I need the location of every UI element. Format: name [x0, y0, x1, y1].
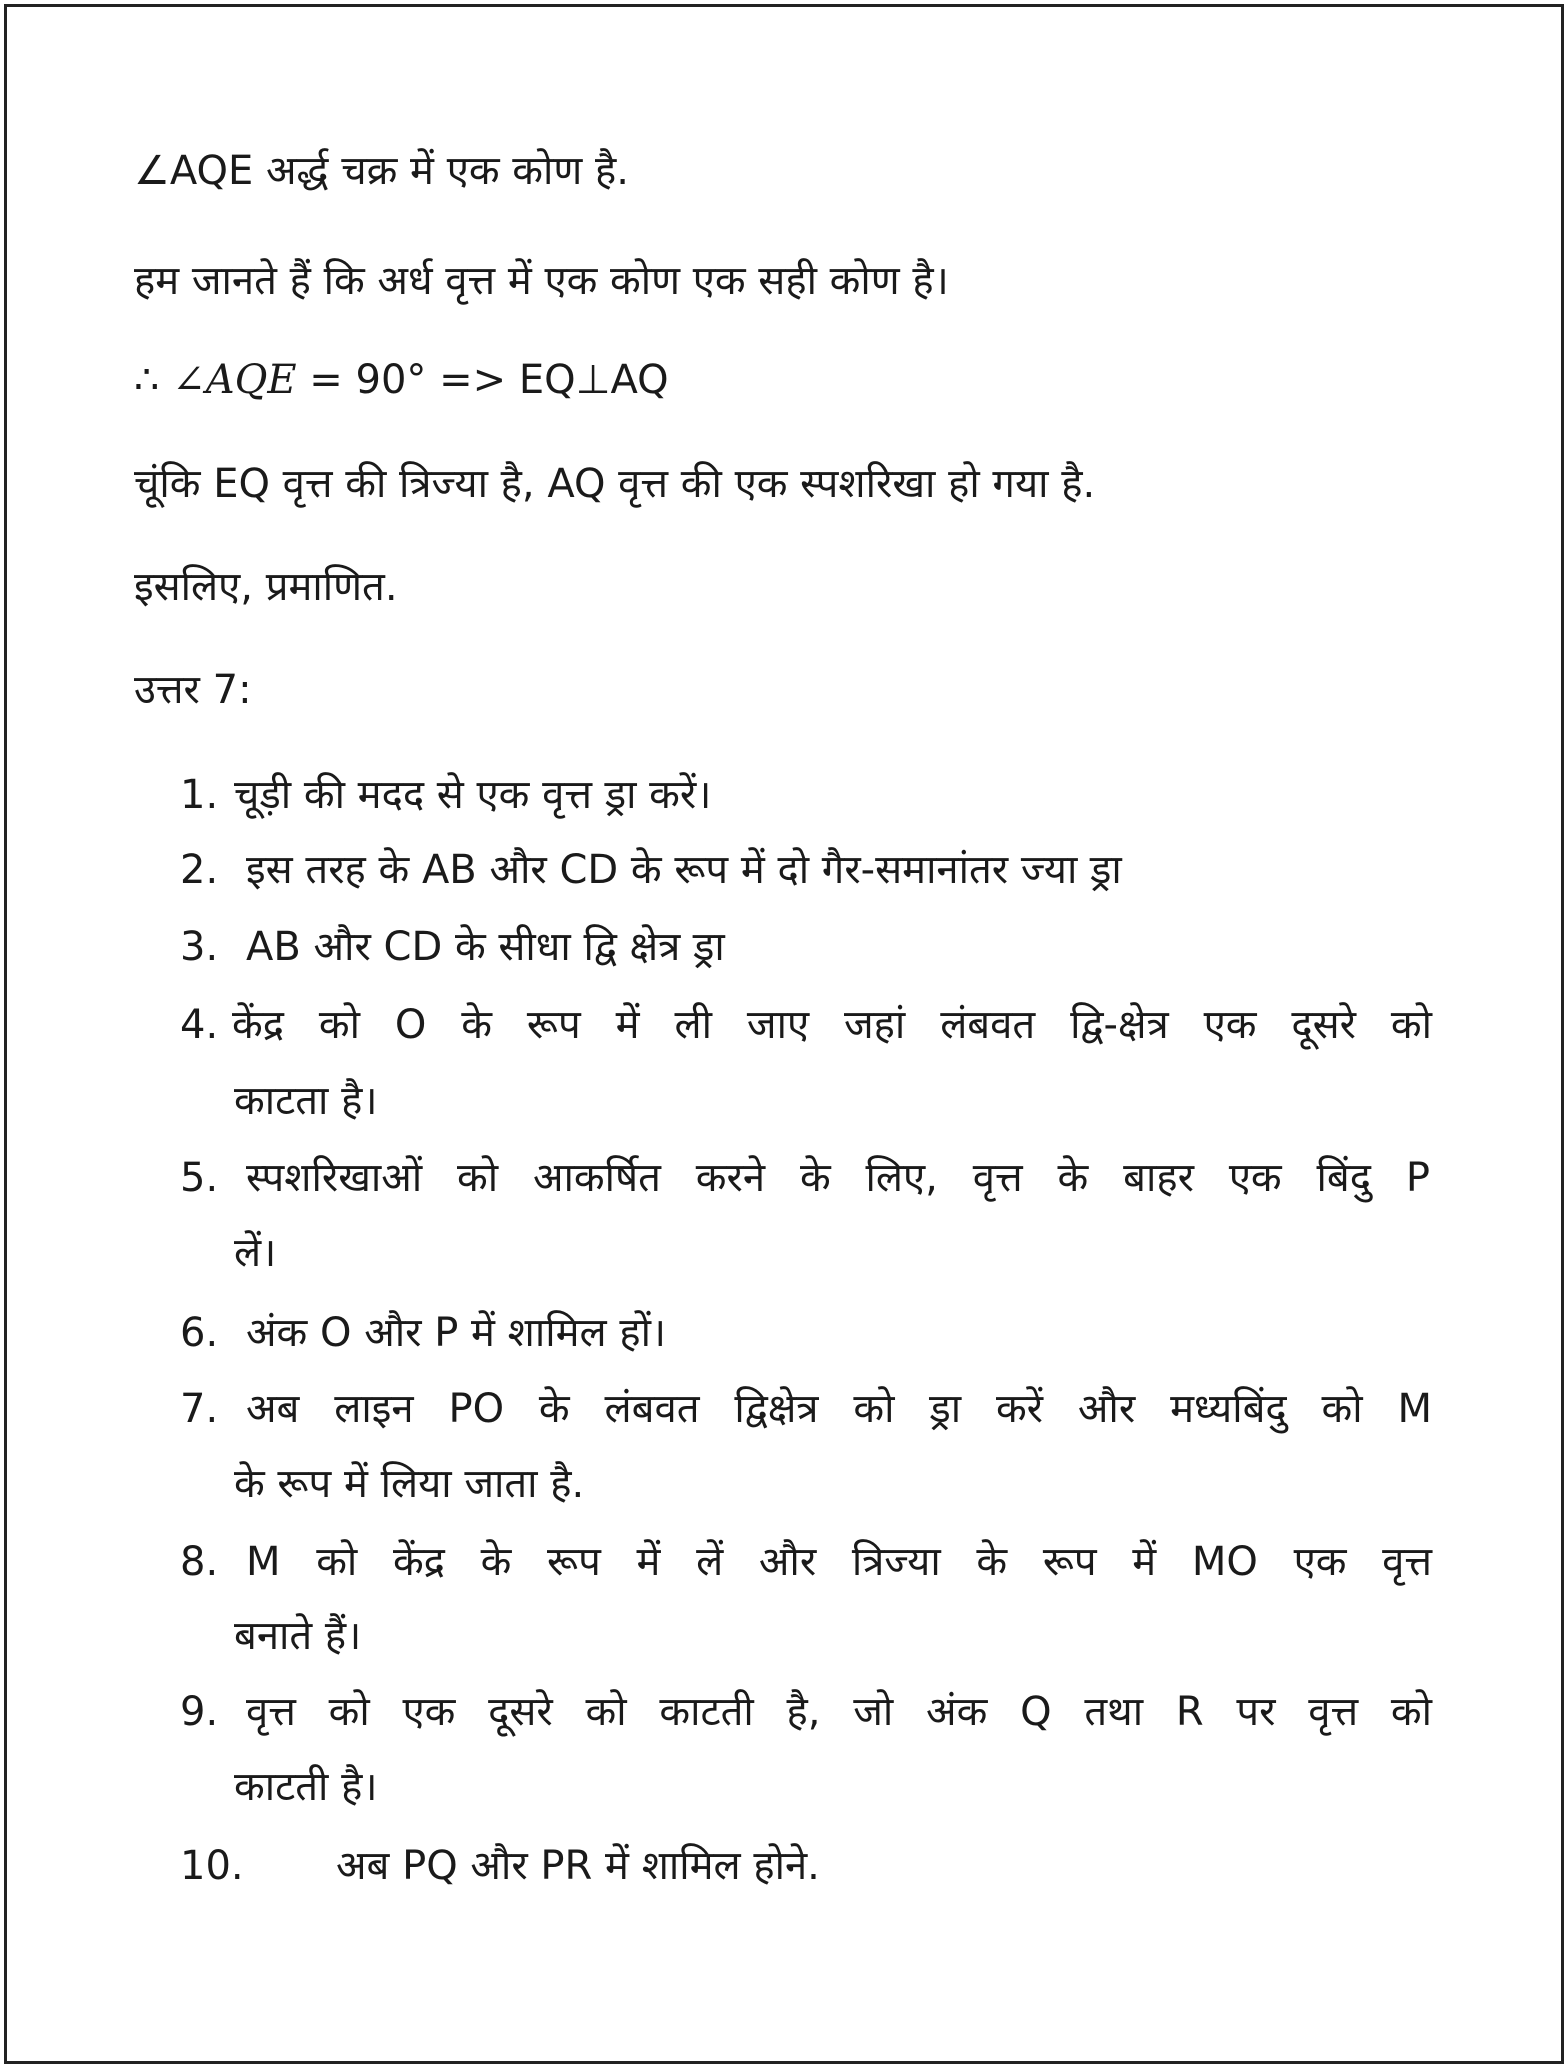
paragraph-tangent: चूंकि EQ वृत्त की त्रिज्या है, AQ वृत्त की एक स्पशरिखा हो गया है.: [134, 461, 1096, 507]
step-text: AB और CD के सीधा द्वि क्षेत्र ड्रा: [246, 924, 725, 970]
step-text: अब PQ और PR में शामिल होने.: [336, 1843, 820, 1889]
step-text: अंक O और P में शामिल हों।: [246, 1310, 667, 1356]
paragraph-right-angle: हम जानते हैं कि अर्ध वृत्त में एक कोण एक सही कोण है।: [134, 258, 949, 304]
step-number: 9.: [180, 1689, 219, 1735]
step-number: 8.: [180, 1539, 219, 1585]
paragraph-angle-semicircle: ∠AQE अर्द्ध चक्र में एक कोण है.: [134, 148, 629, 194]
step-text: M को केंद्र के रूप में लें और त्रिज्या के रूप में MO एक वृत्त: [246, 1539, 1432, 1585]
answer-heading: उत्तर 7:: [134, 667, 252, 713]
therefore-symbol: ∴: [134, 357, 173, 403]
step-text-continued: काटती है।: [234, 1764, 378, 1810]
step-number: 5.: [180, 1155, 219, 1201]
step-text-continued: बनाते हैं।: [234, 1613, 362, 1659]
step-text-continued: लें।: [234, 1230, 277, 1276]
step-text: वृत्त को एक दूसरे को काटती है, जो अंक Q तथा R पर वृत्त को: [246, 1689, 1432, 1735]
paragraph-equation: [134, 355, 669, 405]
step-number: 7.: [180, 1386, 219, 1432]
step-text: अब लाइन PO के लंबवत द्विक्षेत्र को ड्रा करें और मध्यबिंदु को M: [246, 1386, 1432, 1432]
equation-rest: = 90° => EQ⊥AQ: [296, 357, 669, 403]
step-number: 10.: [180, 1843, 244, 1889]
step-text-continued: के रूप में लिया जाता है.: [234, 1461, 585, 1507]
step-number: 4.: [180, 1002, 219, 1048]
step-number: 1.: [180, 772, 219, 818]
paragraph-proved: इसलिए, प्रमाणित.: [134, 564, 398, 610]
step-number: 2.: [180, 847, 219, 893]
step-text: चूड़ी की मदद से एक वृत्त ड्रा करें।: [234, 772, 712, 818]
step-text: केंद्र को O के रूप में ली जाए जहां लंबवत द्वि-क्षेत्र एक दूसरे को: [232, 1002, 1432, 1048]
step-text: इस तरह के AB और CD के रूप में दो गैर-समानांतर ज्या ड्रा: [246, 847, 1122, 893]
step-number: 3.: [180, 924, 219, 970]
step-number: 6.: [180, 1310, 219, 1356]
step-text-continued: काटता है।: [234, 1078, 378, 1124]
step-text: स्पशरिखाओं को आकर्षित करने के लिए, वृत्त के बाहर एक बिंदु P: [246, 1155, 1430, 1201]
angle-math: ∠AQE: [172, 357, 297, 403]
